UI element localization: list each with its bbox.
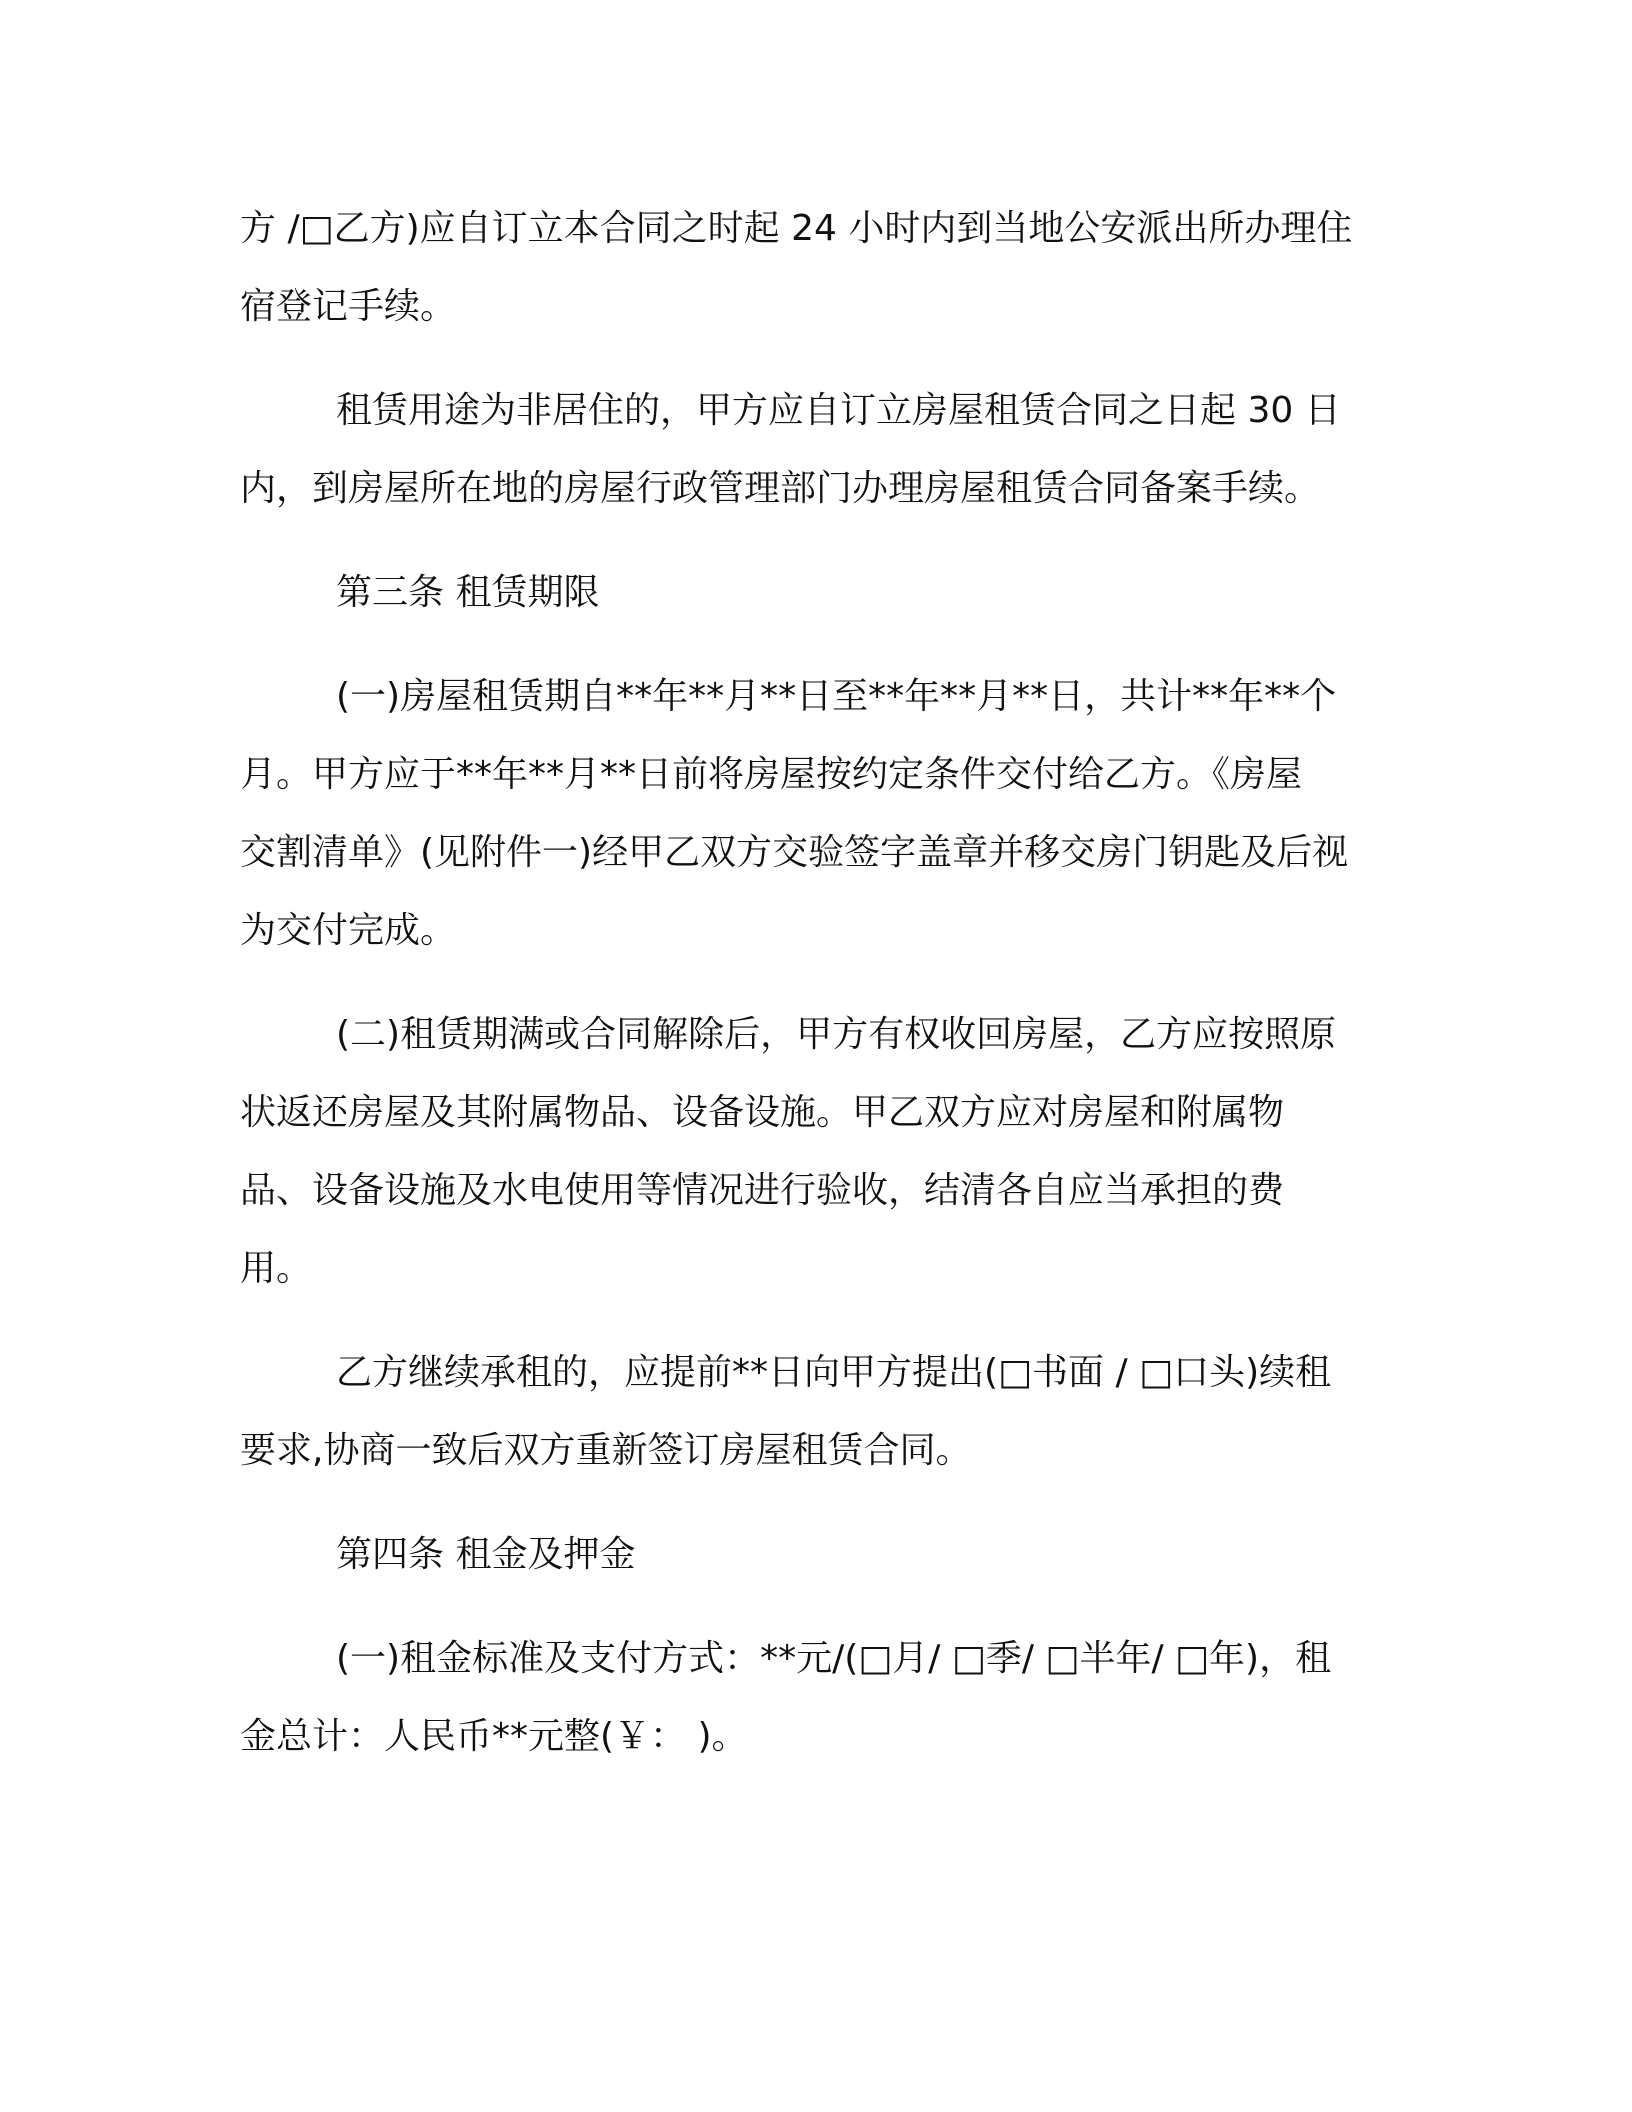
text-line: 状返还房屋及其附属物品、设备设施。甲乙双方应对房屋和附属物 [240,1092,1285,1133]
text-line: 租赁用途为非居住的，甲方应自订立房屋租赁合同之日起 30 日 [336,390,1341,431]
heading-text: 第四条 租金及押金 [336,1534,636,1575]
text-line: 交割清单》(见附件一)经甲乙双方交验签字盖章并移交房门钥匙及后视 [240,832,1349,873]
text-line: 宿登记手续。 [240,286,457,327]
text-line: 要求,协商一致后双方重新签订房屋租赁合同。 [240,1430,972,1471]
text-line: (一)房屋租赁期自**年**月**日至**年**月**日，共计**年**个 [336,676,1337,717]
paragraph-lease-expiry [240,996,1390,1308]
paragraph-rent-standard [240,1620,1390,1776]
document-body [240,190,1390,1802]
text-line: 为交付完成。 [240,910,457,951]
paragraph-registration [240,190,1390,346]
text-line: (二)租赁期满或合同解除后，甲方有权收回房屋，乙方应按照原 [336,1014,1337,1055]
paragraph-lease-term [240,658,1390,970]
text-line: 月。甲方应于**年**月**日前将房屋按约定条件交付给乙方。《房屋 [240,754,1303,795]
text-line: (一)租金标准及支付方式：**元/(□月/ □季/ □半年/ □年)，租 [336,1638,1332,1679]
paragraph-non-residential [240,372,1390,528]
section-heading-article-3 [240,554,1390,632]
heading-text: 第三条 租赁期限 [336,572,600,613]
paragraph-renewal [240,1334,1390,1490]
section-heading-article-4 [240,1516,1390,1594]
text-line: 内，到房屋所在地的房屋行政管理部门办理房屋租赁合同备案手续。 [240,468,1321,509]
text-line: 用。 [240,1248,313,1289]
text-line: 金总计：人民币**元整(￥： )。 [240,1716,748,1757]
text-line: 乙方继续承租的，应提前**日向甲方提出(□书面 / □口头)续租 [336,1352,1332,1393]
text-line: 品、设备设施及水电使用等情况进行验收，结清各自应当承担的费 [240,1170,1285,1211]
text-line: 方 /□乙方)应自订立本合同之时起 24 小时内到当地公安派出所办理住 [240,208,1353,249]
